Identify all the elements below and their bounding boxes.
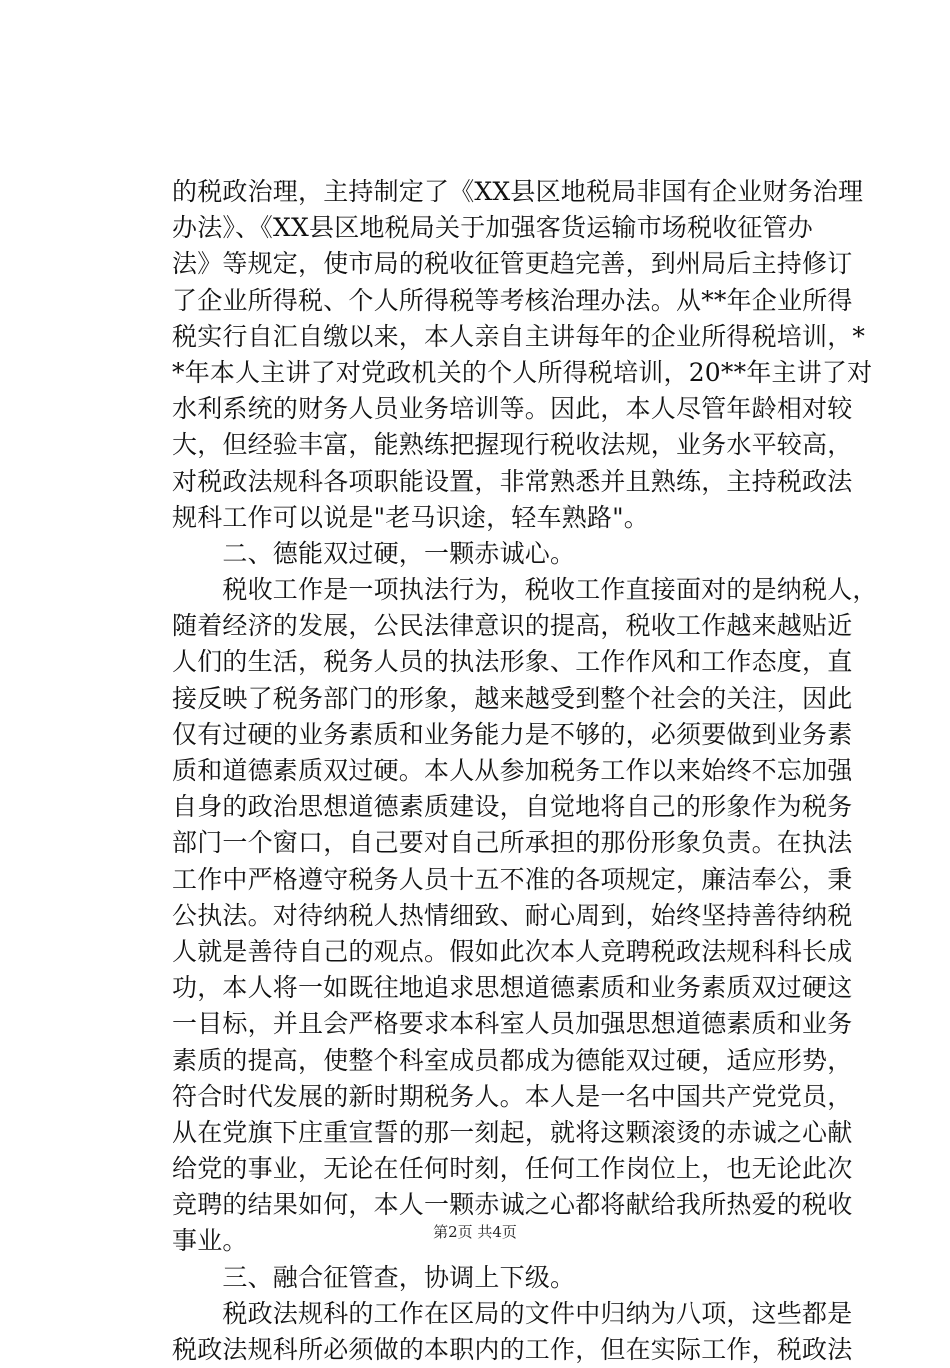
text-line: 二、德能双过硬，一颗赤诚心。 [172, 538, 576, 568]
document-body [172, 174, 878, 1368]
text-line: 三、融合征管查，协调上下级。 [172, 1262, 576, 1292]
text-line: 部门一个窗口，自己要对自己所承担的那份形象负责。在执法 [172, 828, 853, 858]
text-line: 符合时代发展的新时期税务人。本人是一名中国共产党党员， [172, 1081, 853, 1111]
text-line: 仅有过硬的业务素质和业务能力是不够的，必须要做到业务素 [172, 719, 853, 749]
text-line: 税政法规科所必须做的本职内的工作，但在实际工作，税政法 [172, 1335, 853, 1364]
text-line: *年本人主讲了对党政机关的个人所得税培训，20**年主讲了对 [172, 357, 873, 387]
text-line: 接反映了税务部门的形象，越来越受到整个社会的关注，因此 [172, 683, 853, 713]
text-line: 给党的事业，无论在任何时刻，任何工作岗位上，也无论此次 [172, 1154, 853, 1184]
text-line: 自身的政治思想道德素质建设，自觉地将自己的形象作为税务 [172, 792, 853, 822]
text-line: 税实行自汇自缴以来，本人亲自主讲每年的企业所得税培训，* [172, 321, 866, 351]
text-line: 从在党旗下庄重宣誓的那一刻起，就将这颗滚烫的赤诚之心献 [172, 1117, 853, 1147]
text-line: 人就是善待自己的观点。假如此次本人竞聘税政法规科科长成 [172, 936, 853, 966]
text-line: 了企业所得税、个人所得税等考核治理办法。从**年企业所得 [172, 285, 853, 315]
text-line: 一目标，并且会严格要求本科室人员加强思想道德素质和业务 [172, 1009, 853, 1039]
text-line: 竞聘的结果如何，本人一颗赤诚之心都将献给我所热爱的税收 [172, 1190, 853, 1220]
text-line: 税收工作是一项执法行为，税收工作直接面对的是纳税人， [172, 575, 878, 605]
text-line: 办法》、《XX县区地税局关于加强客货运输市场税收征管办 [172, 213, 813, 243]
text-line: 的税政治理，主持制定了《XX县区地税局非国有企业财务治理 [172, 177, 864, 206]
text-line: 质和道德素质双过硬。本人从参加税务工作以来始终不忘加强 [172, 756, 853, 785]
text-line: 工作中严格遵守税务人员十五不准的各项规定，廉洁奉公，秉 [172, 864, 853, 894]
text-line: 人们的生活，税务人员的执法形象、工作作风和工作态度，直 [172, 647, 853, 677]
text-line: 税政法规科的工作在区局的文件中归纳为八项，这些都是 [172, 1298, 853, 1328]
text-line: 随着经济的发展，公民法律意识的提高，税收工作越来越贴近 [172, 611, 853, 641]
text-line: 规科工作可以说是"老马识途，轻车熟路"。 [172, 502, 649, 532]
page-footer: 第2页 共4页 [433, 1223, 517, 1241]
text-line: 事业。 [172, 1226, 248, 1256]
text-line: 对税政法规科各项职能设置，非常熟悉并且熟练，主持税政法 [172, 466, 853, 496]
text-line: 法》等规定，使市局的税收征管更趋完善，到州局后主持修订 [172, 249, 853, 279]
text-line: 素质的提高，使整个科室成员都成为德能双过硬，适应形势， [172, 1045, 853, 1075]
text-line: 功，本人将一如既往地追求思想道德素质和业务素质双过硬这 [172, 973, 853, 1003]
text-line: 水利系统的财务人员业务培训等。因此，本人尽管年龄相对较 [172, 394, 853, 424]
text-line: 公执法。对待纳税人热情细致、耐心周到，始终坚持善待纳税 [172, 900, 853, 930]
text-line: 大，但经验丰富，能熟练把握现行税收法规，业务水平较高， [172, 430, 853, 460]
